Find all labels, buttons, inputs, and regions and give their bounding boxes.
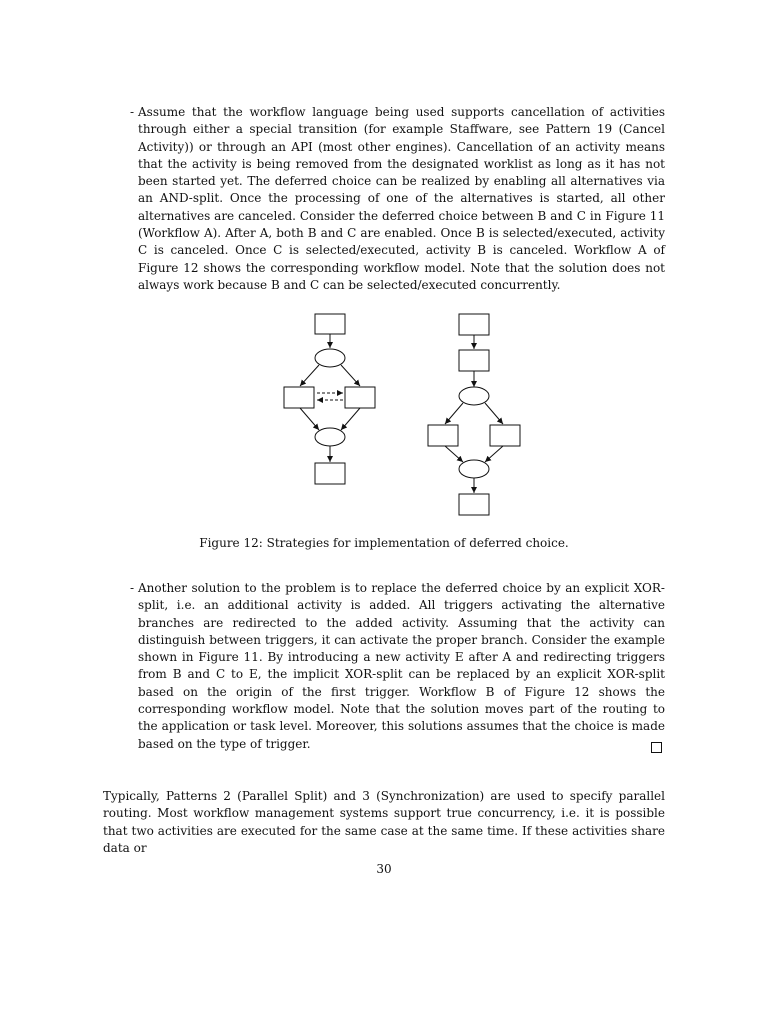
- page-number: 30: [376, 862, 392, 876]
- bullet-dash: -: [130, 581, 135, 595]
- activity-box: [315, 314, 345, 334]
- qed-box: [651, 742, 662, 753]
- bullet-text: Another solution to the problem is to replace the deferred choice by an explicit XOR-split, i.e. an additional activity is added. All triggers activating the alternative branches are redirected to the added activity. Assuming that the activity can distinguish between triggers, it can activate the proper branch. Consider the example shown in Figure 11. By introducing a new activity E after A and redirecting triggers from B and C to E, the implicit XOR-split can be replaced by an explicit XOR-split based on the origin of the first trigger. Workflow B of Figure 12 shows the corresponding workflow model. Note that the solution moves part of the routing to the application or task level. Moreover, this solutions assumes that the choice is made based on the type of trigger.: [138, 581, 665, 751]
- activity-box: [459, 350, 489, 371]
- activity-box: [428, 425, 458, 446]
- activity-box: [490, 425, 520, 446]
- bullet-text: Assume that the workflow language being used supports cancellation of activities through either a special transition (for example Staffware, see Pattern 19 (Cancel Activity)) or through an API (most other engines). Cancellation of an activity means that the activity is being removed from the designated worklist as long as it has not been started yet. The deferred choice can be realized by enabling all alternatives via an AND-split. Once the processing of one of the alternatives is started, all other alternatives are canceled. Consider the deferred choice between B and C in Figure 11 (Workflow A). After A, both B and C are enabled. Once B is selected/executed, activity C is canceled. Once C is selected/executed, activity B is canceled. Workflow A of Figure 12 shows the corresponding workflow model. Note that the solution does not always work because B and C can be selected/executed concurrently.: [138, 105, 665, 292]
- activity-box: [315, 463, 345, 484]
- workflow-a: [284, 314, 375, 484]
- condition-node: [459, 460, 489, 478]
- figure-caption: Figure 12: Strategies for implementation of deferred choice.: [199, 536, 569, 550]
- activity-box: [345, 387, 375, 408]
- bullet-dash: -: [130, 105, 135, 119]
- condition-node: [315, 428, 345, 446]
- condition-node: [315, 349, 345, 367]
- body-paragraph: Typically, Patterns 2 (Parallel Split) and 3 (Synchronization) are used to specify parallel routing. Most workflow management systems support true concurrency, i.e. it is possible that two activities are executed for the same case at the same time. If these activities share data or: [103, 789, 665, 855]
- activity-box: [284, 387, 314, 408]
- activity-box: [459, 494, 489, 515]
- activity-box: [459, 314, 489, 335]
- condition-node: [459, 387, 489, 405]
- bullet-item-xor-split: [120, 580, 665, 753]
- workflow-b: [428, 314, 520, 515]
